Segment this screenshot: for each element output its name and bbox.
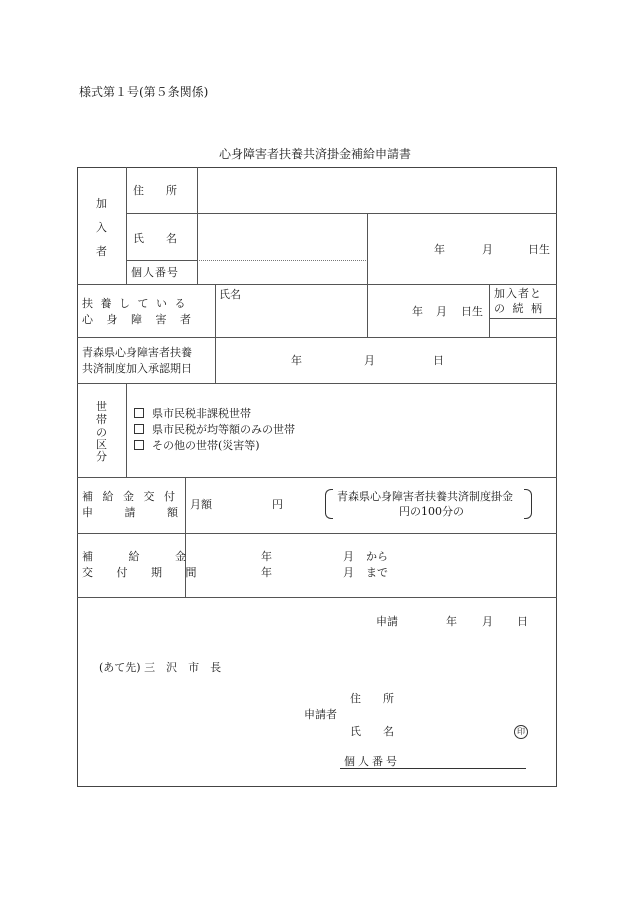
row-divider xyxy=(77,284,557,285)
left-bracket xyxy=(325,489,333,519)
checkbox-icon[interactable] xyxy=(134,440,144,450)
name-label: 氏 名 xyxy=(133,232,177,245)
mayor-label: 三 沢 市 長 xyxy=(144,661,222,674)
dependent-name-field[interactable] xyxy=(216,301,366,336)
checkbox-icon[interactable] xyxy=(134,424,144,434)
col-divider xyxy=(126,383,127,477)
personal-number-field[interactable] xyxy=(198,261,366,283)
monthly-label: 月額 xyxy=(190,498,212,511)
row-divider xyxy=(77,597,557,598)
applicant-address-label: 住 所 xyxy=(350,692,394,705)
household-option[interactable]: その他の世帯(災害等) xyxy=(134,440,260,451)
personal-number-label: 個人番号 xyxy=(131,266,179,279)
apply-label: 申請 xyxy=(376,615,398,628)
row-divider xyxy=(77,337,557,338)
number-label-divider xyxy=(126,260,197,261)
right-bracket xyxy=(524,489,532,519)
dependent-name-label: 氏名 xyxy=(219,288,241,301)
checkbox-icon[interactable] xyxy=(134,408,144,418)
row-divider xyxy=(77,477,557,478)
household-option[interactable]: 県市民税非課税世帯 xyxy=(134,408,251,419)
form-title: 心身障害者扶養共済掛金補給申請書 xyxy=(218,147,411,161)
addressee: (あて先) 三 沢 市 長 xyxy=(99,661,222,674)
relation-field[interactable] xyxy=(490,319,556,336)
address-field[interactable] xyxy=(198,168,556,212)
address-label: 住 所 xyxy=(133,184,177,197)
applicant-label: 申請者 xyxy=(304,708,337,721)
name-field[interactable] xyxy=(198,214,366,259)
form-number: 様式第１号(第５条関係) xyxy=(79,85,209,99)
seal-mark: 印 xyxy=(514,725,528,739)
col-divider xyxy=(185,477,186,597)
col-divider xyxy=(126,167,127,284)
personal-number-underline[interactable] xyxy=(340,768,526,769)
applicant-address-field[interactable] xyxy=(410,688,528,708)
col-divider xyxy=(367,213,368,337)
row-divider xyxy=(77,383,557,384)
yen-label: 円 xyxy=(272,498,283,511)
row-divider xyxy=(77,533,557,534)
applicant-name-field[interactable] xyxy=(410,721,510,741)
applicant-personal-number-label: 個人番号 xyxy=(344,755,400,768)
monthly-amount-field[interactable] xyxy=(214,492,270,514)
household-option[interactable]: 県市民税が均等額のみの世帯 xyxy=(134,424,295,435)
applicant-name-label: 氏 名 xyxy=(350,725,394,738)
